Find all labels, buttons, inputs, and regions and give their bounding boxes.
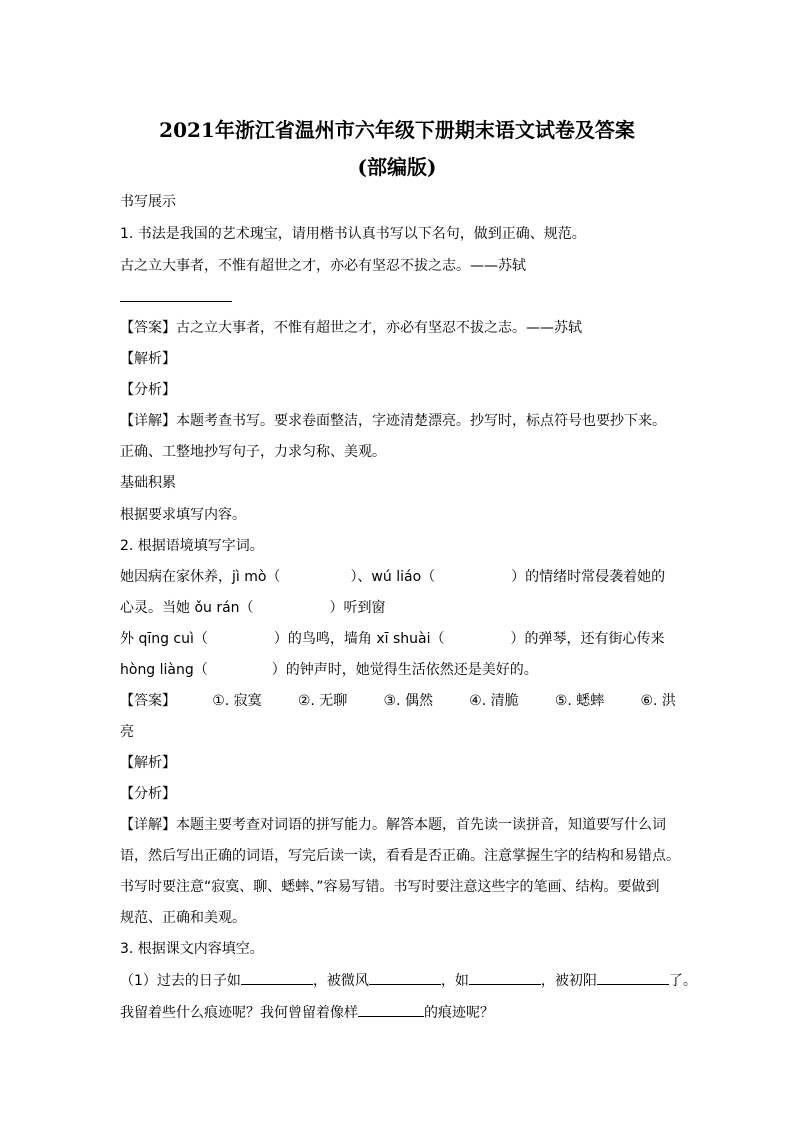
q3-blank-4[interactable] bbox=[597, 970, 669, 985]
q2-jiexi: 【解析】 bbox=[120, 755, 176, 771]
q2-line-3-a: 外 qīng cuì（ bbox=[120, 631, 208, 647]
q2-answer-2: ②. 无聊 bbox=[297, 693, 348, 709]
q2-stem: 2. 根据语境填写字词。 bbox=[120, 538, 264, 554]
q3-line-1-e: 了。 bbox=[668, 973, 697, 989]
q2-answer-row bbox=[120, 691, 676, 711]
q1-quote: 古之立大事者，不惟有超世之才，亦必有坚忍不拔之志。——苏轼 bbox=[120, 258, 526, 274]
q2-answer-6: ⑥. 洪 bbox=[640, 693, 676, 709]
q2-answer-1: ①. 寂寞 bbox=[212, 693, 262, 709]
q2-answer-3: ③. 偶然 bbox=[383, 693, 433, 709]
q1-detail-1: 【详解】本题考查书写。要求卷面整洁，字迹清楚漂亮。抄写时，标点符号也要抄下来。 bbox=[120, 413, 666, 429]
q3-line-2 bbox=[120, 1002, 494, 1023]
page-subtitle: (部编版) bbox=[357, 155, 437, 179]
q3-line-1 bbox=[120, 970, 697, 991]
q2-line-1-b: ）、wú liáo（ bbox=[350, 569, 436, 585]
basics-intro: 根据要求填写内容。 bbox=[120, 507, 246, 523]
q3-line-1-b: ，被微风 bbox=[312, 973, 369, 989]
q2-line-4-b: ）的钟声时，她觉得生活依然还是美好的。 bbox=[271, 662, 538, 678]
q1-answer: 【答案】古之立大事者，不惟有超世之才，亦必有坚忍不拔之志。——苏轼 bbox=[120, 320, 582, 336]
q3-line-2-b: 的痕迹呢？ bbox=[424, 1005, 494, 1021]
q3-blank-2[interactable] bbox=[369, 970, 441, 985]
q2-answer-5: ⑤. 蟋蟀 bbox=[554, 693, 605, 709]
q2-line-3-c: ）的弹琴，还有街心传来 bbox=[510, 631, 665, 647]
q3-line-1-a: （1）过去的日子如 bbox=[120, 973, 241, 989]
q3-line-1-d: ，被初阳 bbox=[540, 973, 597, 989]
q2-fenxi: 【分析】 bbox=[120, 786, 176, 802]
q1-jiexi: 【解析】 bbox=[120, 351, 176, 367]
q2-line-4 bbox=[120, 660, 538, 680]
q2-line-2-b: ）听到窗 bbox=[329, 600, 386, 616]
q1-stem: 1. 书法是我国的艺术瑰宝，请用楷书认真书写以下名句，做到正确、规范。 bbox=[120, 226, 586, 242]
q2-line-1-a: 她因病在家休养，jì mò（ bbox=[120, 569, 281, 585]
q2-line-1 bbox=[120, 567, 665, 587]
q2-answer-4: ④. 清脆 bbox=[469, 693, 519, 709]
page-title: 2021年浙江省温州市六年级下册期末语文试卷及答案 bbox=[159, 118, 635, 142]
q2-line-2-a: 心灵。当她 ǒu rán（ bbox=[120, 600, 254, 616]
q1-detail-2: 正确、工整地抄写句子，力求匀称、美观。 bbox=[120, 444, 386, 460]
q2-detail-2: 语，然后写出正确的词语，写完后读一读，看看是否正确。注意掌握生字的结构和易错点。 bbox=[120, 848, 680, 864]
q2-line-3 bbox=[120, 629, 665, 649]
q3-line-2-a: 我留着些什么痕迹呢？我何曾留着像样 bbox=[120, 1005, 358, 1021]
q1-fenxi: 【分析】 bbox=[120, 382, 176, 398]
q3-blank-3[interactable] bbox=[469, 970, 541, 985]
section-writing: 书写展示 bbox=[120, 194, 176, 210]
q2-line-3-b: ）的鸟鸣，墙角 xī shuài（ bbox=[273, 631, 445, 647]
q1-answer-blank[interactable] bbox=[120, 301, 232, 302]
q3-blank-5[interactable] bbox=[358, 1002, 424, 1017]
q2-line-1-c: ）的情绪时常侵袭着她的 bbox=[511, 569, 666, 585]
section-basics: 基础积累 bbox=[120, 475, 176, 491]
q2-answer-label: 【答案】 bbox=[120, 693, 176, 709]
q2-answer-tail: 亮 bbox=[120, 724, 134, 740]
q2-detail-1: 【详解】本题主要考查对词语的拼写能力。解答本题，首先读一读拼音，知道要写什么词 bbox=[120, 817, 666, 833]
q3-stem: 3. 根据课文内容填空。 bbox=[120, 941, 264, 957]
q3-blank-1[interactable] bbox=[241, 970, 313, 985]
q3-line-1-c: ，如 bbox=[440, 973, 469, 989]
q2-line-2 bbox=[120, 598, 386, 618]
q2-line-4-a: hòng liàng（ bbox=[120, 662, 208, 678]
q2-detail-4: 规范、正确和美观。 bbox=[120, 910, 246, 926]
q2-detail-3: 书写时要注意“寂寞、聊、蟋蟀、”容易写错。书写时要注意这些字的笔画、结构。要做到 bbox=[120, 879, 660, 895]
